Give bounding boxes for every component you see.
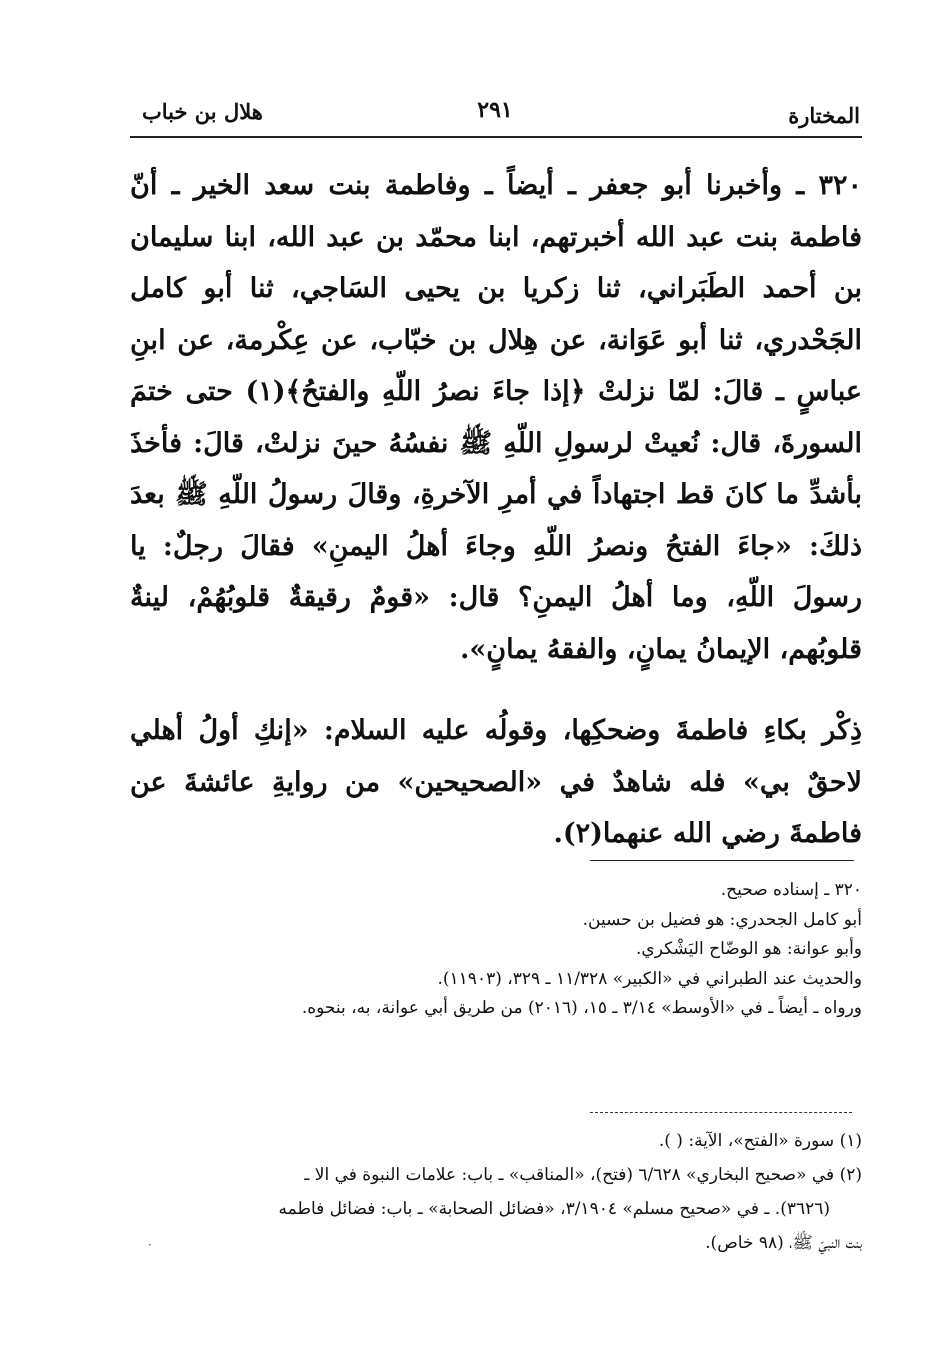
running-header [130, 95, 860, 135]
footnote-2-continuation: (٣٦٢٦). ـ في «صحيح مسلم» ٣/١٩٠٤، «فضائل الصحابة» ـ باب: فضائل فاطمه [278, 1199, 830, 1219]
hadith-paragraph: ٣٢٠ ـ وأخبرنا أبو جعفر ـ أيضاً ـ وفاطمة بنت سعد الخير ـ أنّ فاطمة بنت عبد الله أخبرتهم، ابنا محمّد بن عبد الله، ابنا سليمان بن أحمد الطَبَراني، ثنا زكريا بن يحيى السَاجي، ثنا أبو كامل الجَحْدري، ثنا أبو عَوَانة، عن هِلال بن خبّاب، عن عِكْرمة، عن ابنِ عباسٍ ـ قالَ: لمّا نزلتْ ﴿إذا جاءَ نصرُ اللّهِ والفتحُ﴾(١) حتى ختمَ السورةَ، قال: نُعيتْ لرسولِ اللّهِ ﷺ نفسُهُ حينَ نزلتْ، قالَ: فأخذَ بأشدِّ ما كانَ قط اجتهاداً في أمرِ الآخرةِ، وقالَ رسولُ اللّهِ ﷺ بعدَ ذلكَ: «جاءَ الفتحُ ونصرُ اللّهِ وجاءَ أهلُ اليمنِ» فقالَ رجلٌ: يا رسولَ اللّهِ، وما أهلُ اليمنِ؟ قال: «قومٌ رقيقةٌ قلوبُهُمْ، لينةٌ قلوبُهم، الإيمانُ يمانٍ، والفقهُ يمانٍ». [130, 170, 862, 665]
note-line: ٣٢٠ ـ إسناده صحيح. [720, 880, 862, 900]
page-number: ٢٩١ [477, 97, 513, 123]
note-line: أبو كامل الجحدري: هو فضيل بن حسين. [582, 909, 862, 930]
commentary-paragraph: ذِكْر بكاءِ فاطمةَ وضحكِها، وقولُه عليه السلام: «إنكِ أولُ أهلي لاحقٌ بي» فله شاهدٌ في «الصحيحين» من روايةِ عائشةَ عن فاطمةَ رضي الله عنهما(٢). [130, 715, 862, 849]
footnotes [130, 1124, 862, 1260]
scan-speck: · [148, 1238, 152, 1252]
footnote-2: (٢) في «صحيح البخاري» ٦/٦٢٨ (فتح)، «المناقب» ـ باب: علامات النبوة في الا ـ [304, 1165, 862, 1185]
main-text [130, 160, 862, 860]
book-title: المختارة [788, 103, 860, 128]
header-rule [130, 136, 862, 138]
note-line: ورواه ـ أيضاً ـ في «الأوسط» ٣/١٤ ـ ١٥، (٢٠١٦) من طريق أبي عوانة، به، بنحوه. [301, 998, 862, 1018]
note-line: والحديث عند الطبراني في «الكبير» ١١/٣٢٨ ـ ٣٢٩، (١١٩٠٣). [437, 968, 862, 989]
note-line: وأبو عوانة: هو الوضّاح اليَشْكري. [636, 939, 862, 959]
footnotes-divider [590, 1112, 852, 1113]
footnote-2-continuation: بنت النبيّ ﷺ، (٩٨ خاص). [705, 1233, 862, 1253]
chapter-title: هلال بن خباب [142, 99, 263, 124]
notes-divider [590, 860, 854, 861]
takhrij-notes [130, 876, 862, 1024]
footnote-1: (١) سورة «الفتح»، الآية: ( ). [658, 1131, 862, 1151]
